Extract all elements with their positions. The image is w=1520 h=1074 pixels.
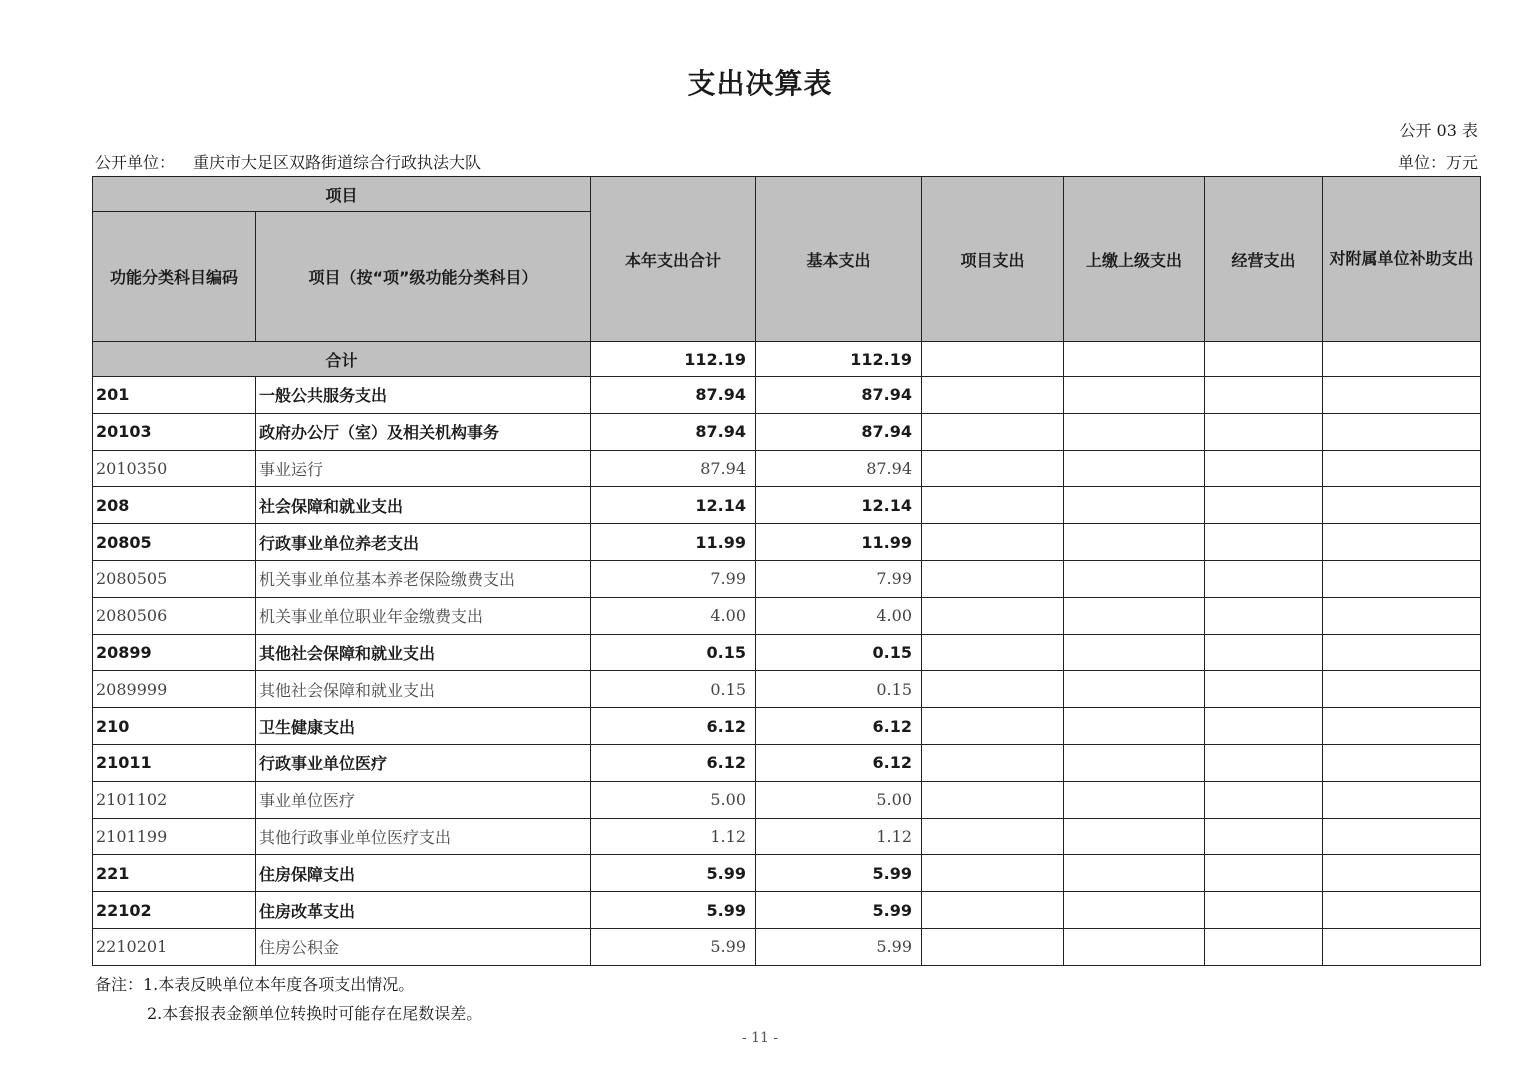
table-row (93, 744, 1481, 781)
empty-cell (1205, 342, 1323, 377)
row-total: 1.12 (591, 818, 756, 855)
total-label: 合计 (93, 342, 591, 377)
table-row (93, 818, 1481, 855)
empty-cell (1323, 487, 1481, 524)
row-name: 住房保障支出 (256, 855, 591, 892)
empty-cell (1064, 560, 1205, 597)
header-name: 项目（按“项”级功能分类科目） (256, 212, 591, 342)
empty-cell (1323, 413, 1481, 450)
row-name: 事业单位医疗 (256, 781, 591, 818)
form-number: 公开 03 表 (1399, 121, 1478, 140)
empty-cell (1064, 524, 1205, 561)
row-total: 87.94 (591, 377, 756, 414)
header-basic: 基本支出 (756, 177, 922, 342)
total-row (93, 342, 1481, 377)
note-2: 2.本套报表金额单位转换时可能存在尾数误差。 (147, 1004, 483, 1023)
empty-cell (922, 560, 1064, 597)
row-code: 208 (93, 487, 256, 524)
empty-cell (1064, 708, 1205, 745)
empty-cell (922, 377, 1064, 414)
table-row (93, 928, 1481, 965)
total-basic: 112.19 (756, 342, 922, 377)
row-code: 20805 (93, 524, 256, 561)
row-basic: 7.99 (756, 560, 922, 597)
empty-cell (922, 818, 1064, 855)
table-row (93, 377, 1481, 414)
table-row (93, 524, 1481, 561)
currency-unit: 单位：万元 (1397, 153, 1478, 172)
empty-cell (1205, 377, 1323, 414)
row-total: 6.12 (591, 708, 756, 745)
table-row (93, 450, 1481, 487)
header-total: 本年支出合计 (591, 177, 756, 342)
row-name: 其他行政事业单位医疗支出 (256, 818, 591, 855)
table-row (93, 892, 1481, 929)
row-basic: 0.15 (756, 634, 922, 671)
empty-cell (922, 928, 1064, 965)
row-name: 政府办公厅（室）及相关机构事务 (256, 413, 591, 450)
row-code: 2080505 (93, 560, 256, 597)
empty-cell (1205, 928, 1323, 965)
row-name: 机关事业单位基本养老保险缴费支出 (256, 560, 591, 597)
row-basic: 1.12 (756, 818, 922, 855)
empty-cell (1205, 855, 1323, 892)
table-row (93, 413, 1481, 450)
row-basic: 0.15 (756, 671, 922, 708)
page-title: 支出决算表 (687, 67, 833, 100)
row-basic: 12.14 (756, 487, 922, 524)
row-code: 2101199 (93, 818, 256, 855)
empty-cell (1064, 413, 1205, 450)
empty-cell (922, 634, 1064, 671)
empty-cell (1064, 744, 1205, 781)
empty-cell (1205, 708, 1323, 745)
organization-name: 重庆市大足区双路街道综合行政执法大队 (193, 153, 482, 172)
row-total: 0.15 (591, 634, 756, 671)
row-basic: 6.12 (756, 744, 922, 781)
empty-cell (1205, 818, 1323, 855)
row-name: 其他社会保障和就业支出 (256, 671, 591, 708)
row-total: 5.99 (591, 855, 756, 892)
empty-cell (1323, 671, 1481, 708)
row-code: 21011 (93, 744, 256, 781)
empty-cell (1323, 708, 1481, 745)
empty-cell (922, 671, 1064, 708)
reporting-unit (95, 150, 481, 173)
row-total: 7.99 (591, 560, 756, 597)
note-1: 备注：1.本表反映单位本年度各项支出情况。 (95, 975, 415, 994)
table-row (93, 634, 1481, 671)
empty-cell (1064, 634, 1205, 671)
row-total: 5.99 (591, 892, 756, 929)
empty-cell (922, 487, 1064, 524)
empty-cell (922, 744, 1064, 781)
row-basic: 11.99 (756, 524, 922, 561)
row-basic: 5.99 (756, 928, 922, 965)
row-code: 2080506 (93, 597, 256, 634)
row-code: 22102 (93, 892, 256, 929)
empty-cell (1064, 671, 1205, 708)
empty-cell (1064, 377, 1205, 414)
row-total: 5.00 (591, 781, 756, 818)
header-business: 经营支出 (1205, 177, 1323, 342)
row-code: 2010350 (93, 450, 256, 487)
empty-cell (1205, 560, 1323, 597)
empty-cell (922, 450, 1064, 487)
table-row (93, 781, 1481, 818)
header-project-expenditure: 项目支出 (922, 177, 1064, 342)
header-upper-level: 上缴上级支出 (1064, 177, 1205, 342)
empty-cell (922, 892, 1064, 929)
empty-cell (922, 597, 1064, 634)
empty-cell (1323, 855, 1481, 892)
row-name: 卫生健康支出 (256, 708, 591, 745)
row-name: 一般公共服务支出 (256, 377, 591, 414)
empty-cell (922, 781, 1064, 818)
total-amount: 112.19 (591, 342, 756, 377)
empty-cell (1205, 744, 1323, 781)
empty-cell (1205, 524, 1323, 561)
empty-cell (1323, 597, 1481, 634)
empty-cell (1064, 928, 1205, 965)
empty-cell (1323, 744, 1481, 781)
empty-cell (1205, 892, 1323, 929)
row-name: 机关事业单位职业年金缴费支出 (256, 597, 591, 634)
table-row (93, 708, 1481, 745)
row-total: 6.12 (591, 744, 756, 781)
row-name: 住房公积金 (256, 928, 591, 965)
empty-cell (1064, 818, 1205, 855)
row-name: 行政事业单位养老支出 (256, 524, 591, 561)
empty-cell (922, 708, 1064, 745)
table-row (93, 671, 1481, 708)
expenditure-table (92, 176, 1481, 966)
row-total: 4.00 (591, 597, 756, 634)
empty-cell (1064, 342, 1205, 377)
empty-cell (1064, 892, 1205, 929)
reporting-unit-label: 公开单位： (95, 153, 176, 172)
empty-cell (1323, 928, 1481, 965)
empty-cell (1205, 781, 1323, 818)
row-code: 20103 (93, 413, 256, 450)
row-total: 11.99 (591, 524, 756, 561)
row-name: 其他社会保障和就业支出 (256, 634, 591, 671)
row-basic: 6.12 (756, 708, 922, 745)
row-code: 2089999 (93, 671, 256, 708)
empty-cell (1064, 597, 1205, 634)
empty-cell (922, 855, 1064, 892)
empty-cell (1323, 634, 1481, 671)
row-code: 2101102 (93, 781, 256, 818)
empty-cell (1323, 818, 1481, 855)
empty-cell (1064, 855, 1205, 892)
empty-cell (1064, 781, 1205, 818)
empty-cell (1205, 450, 1323, 487)
row-basic: 5.99 (756, 855, 922, 892)
notes (95, 970, 482, 1028)
row-name: 社会保障和就业支出 (256, 487, 591, 524)
row-basic: 87.94 (756, 377, 922, 414)
empty-cell (1205, 671, 1323, 708)
row-basic: 87.94 (756, 413, 922, 450)
empty-cell (1323, 342, 1481, 377)
row-total: 0.15 (591, 671, 756, 708)
empty-cell (1205, 634, 1323, 671)
empty-cell (1205, 413, 1323, 450)
empty-cell (1064, 450, 1205, 487)
table-row (93, 597, 1481, 634)
empty-cell (1064, 487, 1205, 524)
row-basic: 5.99 (756, 892, 922, 929)
row-total: 87.94 (591, 413, 756, 450)
table-row (93, 855, 1481, 892)
row-code: 2210201 (93, 928, 256, 965)
row-total: 12.14 (591, 487, 756, 524)
empty-cell (1323, 524, 1481, 561)
empty-cell (1205, 597, 1323, 634)
row-code: 20899 (93, 634, 256, 671)
row-name: 住房改革支出 (256, 892, 591, 929)
row-basic: 87.94 (756, 450, 922, 487)
empty-cell (1323, 377, 1481, 414)
empty-cell (1323, 892, 1481, 929)
row-code: 221 (93, 855, 256, 892)
row-code: 210 (93, 708, 256, 745)
header-project: 项目 (93, 177, 591, 212)
table-row (93, 487, 1481, 524)
header-subsidiary: 对附属单位补助支出 (1323, 177, 1481, 342)
table-row (93, 560, 1481, 597)
empty-cell (922, 524, 1064, 561)
page-number: - 11 - (741, 1030, 779, 1046)
empty-cell (1323, 450, 1481, 487)
empty-cell (1323, 560, 1481, 597)
empty-cell (922, 342, 1064, 377)
row-name: 事业运行 (256, 450, 591, 487)
row-name: 行政事业单位医疗 (256, 744, 591, 781)
row-total: 87.94 (591, 450, 756, 487)
empty-cell (1323, 781, 1481, 818)
header-code: 功能分类科目编码 (93, 212, 256, 342)
empty-cell (922, 413, 1064, 450)
row-basic: 4.00 (756, 597, 922, 634)
row-basic: 5.00 (756, 781, 922, 818)
row-total: 5.99 (591, 928, 756, 965)
empty-cell (1205, 487, 1323, 524)
row-code: 201 (93, 377, 256, 414)
